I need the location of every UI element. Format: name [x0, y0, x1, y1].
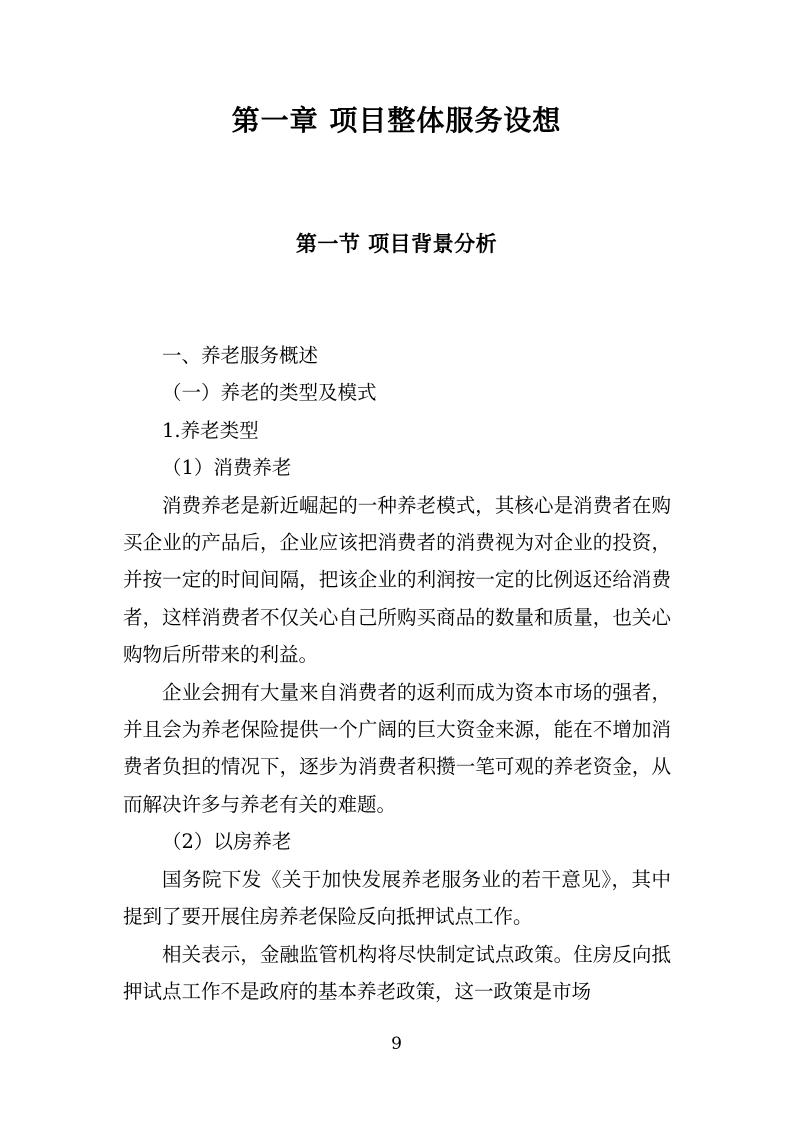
body-text [123, 337, 671, 1010]
heading-care-types: 1.养老类型 [162, 418, 259, 442]
chapter-title: 第一章 项目整体服务设想 [231, 104, 562, 137]
heading-housing-care: （2）以房养老 [162, 830, 292, 854]
section-title: 第一节 项目背景分析 [295, 232, 498, 256]
page-number: 9 [391, 1034, 402, 1054]
paragraph: 相关表示，金融监管机构将尽快制定试点政策。住房反向抵押试点工作不是政府的基本养老政策，这一政策是市场 [123, 942, 671, 1003]
paragraph: 企业会拥有大量来自消费者的返利而成为资本市场的强者，并且会为养老保险提供一个广阔的巨大资金来源，能在不增加消费者负担的情况下，逐步为消费者积攒一笔可观的养老资金，从而解决许多与养老有关的难题。 [123, 680, 671, 816]
heading-consumption-care: （1）消费养老 [162, 456, 292, 480]
paragraph: 消费养老是新近崛起的一种养老模式，其核心是消费者在购买企业的产品后，企业应该把消费者的消费视为对企业的投资，并按一定的时间间隔，把该企业的利润按一定的比例返还给消费者，这样消费者不仅关心自己所购买商品的数量和质量，也关心购物后所带来的利益。 [123, 493, 671, 667]
heading-types-and-modes: （一）养老的类型及模式 [162, 381, 377, 405]
paragraph: 国务院下发《关于加快发展养老服务业的若干意见》，其中提到了要开展住房养老保险反向抵押试点工作。 [123, 867, 671, 929]
heading-elderly-care-overview: 一、养老服务概述 [162, 344, 319, 367]
